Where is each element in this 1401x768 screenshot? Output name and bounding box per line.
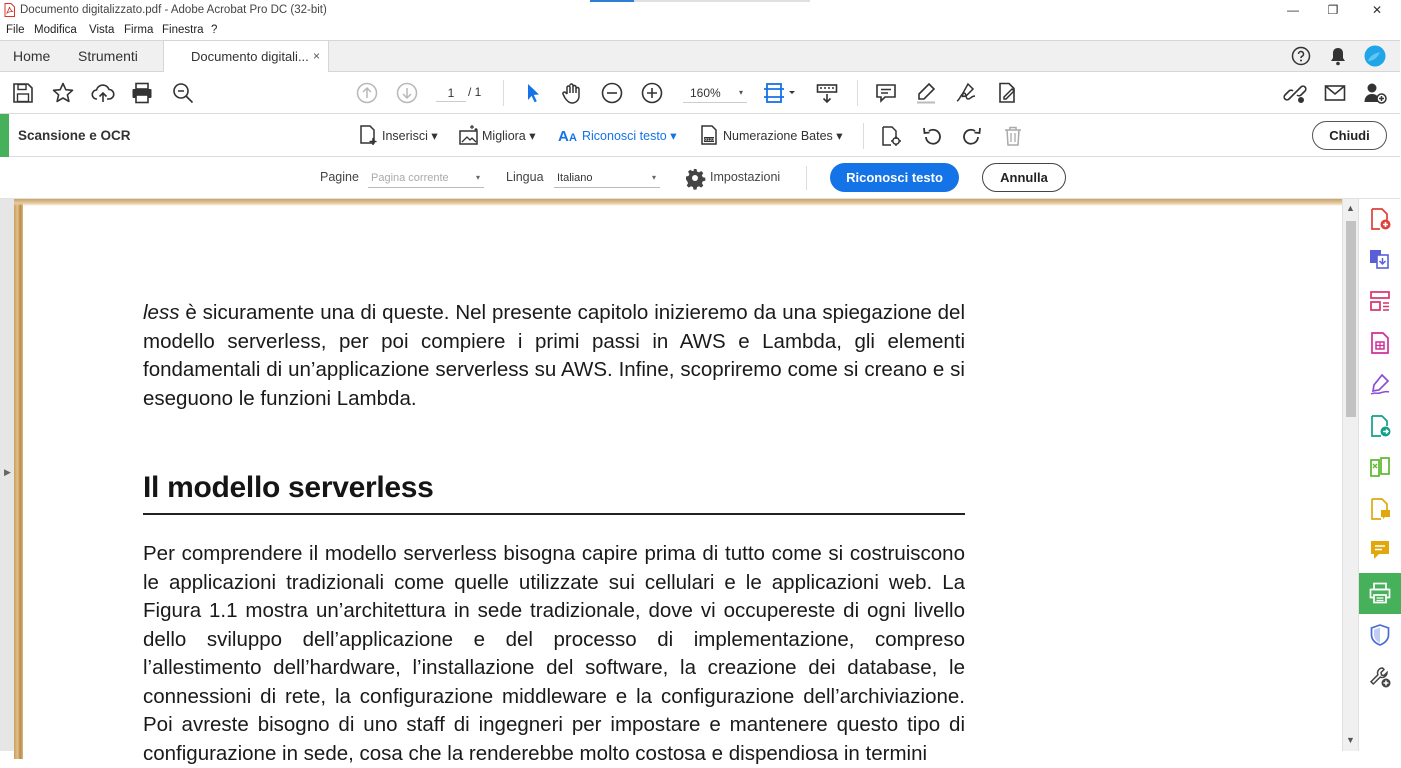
heading-rule bbox=[143, 513, 965, 515]
pages-select[interactable] bbox=[368, 168, 484, 188]
send-for-comments-icon[interactable] bbox=[1368, 497, 1392, 521]
close-tool-button[interactable]: Chiudi bbox=[1312, 121, 1387, 150]
title-bar bbox=[0, 0, 1400, 21]
select-cursor-icon[interactable] bbox=[521, 81, 545, 105]
comment-icon[interactable] bbox=[874, 81, 898, 105]
close-window-button[interactable]: ✕ bbox=[1371, 3, 1383, 17]
pages-label: Pagine bbox=[320, 170, 359, 184]
tab-tools[interactable]: Strumenti bbox=[78, 48, 138, 64]
ocr-options-bar bbox=[0, 157, 1400, 199]
zoom-out-icon[interactable] bbox=[600, 81, 624, 105]
zoom-in-icon[interactable] bbox=[640, 81, 664, 105]
bates-numbering-icon bbox=[699, 124, 721, 146]
right-tools-panel bbox=[1358, 199, 1400, 751]
enhance-image-icon bbox=[458, 124, 480, 146]
pdf-page bbox=[14, 199, 1342, 765]
bates-numbering-label: Numerazione Bates ▾ bbox=[723, 129, 843, 143]
tab-home[interactable]: Home bbox=[13, 48, 51, 64]
cancel-button[interactable]: Annulla bbox=[982, 163, 1066, 192]
recognize-text-icon bbox=[558, 124, 580, 146]
highlight-pen-icon[interactable] bbox=[914, 81, 938, 105]
email-icon[interactable] bbox=[1323, 81, 1347, 105]
delete-trash-icon[interactable] bbox=[1002, 125, 1024, 147]
enhance-label: Migliora ▾ bbox=[482, 129, 536, 143]
recognize-text-button[interactable]: Riconosci testo bbox=[830, 163, 959, 192]
language-select[interactable] bbox=[554, 168, 660, 188]
previous-page-icon[interactable] bbox=[355, 81, 379, 105]
scan-ocr-icon[interactable] bbox=[1368, 581, 1392, 605]
language-select-value: Italiano bbox=[557, 172, 593, 184]
paragraph-intro bbox=[143, 299, 965, 413]
scan-edge-left bbox=[14, 199, 23, 759]
sign-icon[interactable] bbox=[954, 81, 978, 105]
language-caret-icon: ▾ bbox=[651, 173, 656, 182]
more-tools-icon[interactable] bbox=[1368, 665, 1392, 689]
settings-label[interactable]: Impostazioni bbox=[710, 170, 781, 184]
add-user-icon[interactable] bbox=[1363, 81, 1387, 105]
share-link-icon[interactable] bbox=[1283, 81, 1307, 105]
settings-gear-icon[interactable] bbox=[685, 168, 705, 188]
hand-tool-icon[interactable] bbox=[560, 81, 584, 105]
edit-pdf-icon[interactable] bbox=[1368, 331, 1392, 355]
svg-text:A: A bbox=[558, 128, 569, 145]
cloud-upload-icon[interactable] bbox=[91, 81, 115, 105]
expand-arrow-icon[interactable]: ▶ bbox=[4, 467, 11, 477]
scroll-up-icon[interactable]: ▲ bbox=[1346, 203, 1355, 213]
scroll-down-icon[interactable]: ▼ bbox=[1346, 735, 1355, 745]
save-icon[interactable] bbox=[11, 81, 35, 105]
menu-bar bbox=[0, 21, 1400, 40]
tool-pane-bar bbox=[0, 114, 1400, 157]
paragraph-body: Per comprendere il modello serverless bisogna capire prima di tutto come si costruiscono le applicazioni tradizionali come quelle utilizzate sui cellulari e le applicazioni web. La Figura 1.1 mostra un’architettura in sede tradizionale, dove vi occupereste di ogni livello dello sviluppo dell’applicazione e del processo di implementazione, compreso l’allestimento dell’hardware, l’installazione del software, la creazione dei database, le connessioni di rete, la configurazione middleware e la configurazione dell’archiviazione. Poi avreste bisogno di uno staff di ingegneri per impostare e mantenere questo tipo di configurazione in sede, cosa che la renderebbe molto costosa e dispendiosa in termini bbox=[143, 542, 965, 765]
pages-select-value: Pagina corrente bbox=[371, 172, 449, 184]
tool-accent-bar bbox=[0, 114, 9, 157]
user-avatar[interactable] bbox=[1364, 45, 1386, 67]
zoom-caret-icon: ▾ bbox=[738, 88, 743, 97]
document-viewport[interactable] bbox=[0, 199, 1342, 765]
recognize-text-label: Riconosci testo ▾ bbox=[582, 129, 677, 143]
create-pdf-icon[interactable] bbox=[1368, 207, 1392, 231]
notification-bell-icon[interactable] bbox=[1329, 46, 1347, 66]
minimize-button[interactable]: — bbox=[1287, 3, 1299, 17]
search-zoom-icon[interactable] bbox=[171, 81, 195, 105]
print-icon[interactable] bbox=[130, 81, 154, 105]
loading-strip bbox=[590, 0, 810, 2]
tab-close-icon[interactable]: × bbox=[312, 49, 320, 63]
section-heading: Il modello serverless bbox=[143, 471, 434, 504]
language-label: Lingua bbox=[506, 170, 544, 184]
fill-sign-pen-icon[interactable] bbox=[1368, 372, 1392, 396]
tab-document-label: Documento digitali... bbox=[191, 49, 309, 64]
rotate-left-icon[interactable] bbox=[921, 125, 943, 147]
export-pdf-icon[interactable] bbox=[1368, 414, 1392, 438]
zoom-value: 160% bbox=[690, 86, 721, 100]
tab-bar bbox=[0, 40, 1400, 72]
comment-tool-icon[interactable] bbox=[1368, 538, 1392, 562]
pages-caret-icon: ▾ bbox=[475, 173, 480, 182]
fill-sign-icon[interactable] bbox=[995, 81, 1019, 105]
menu-firma[interactable]: Firma bbox=[124, 24, 154, 36]
pdf-file-icon bbox=[4, 3, 15, 17]
paragraph-intro-text: è sicuramente una di queste. Nel presente capitolo inizieremo da una spiegazione del modello serverless, per poi compiere i primi passi in AWS e Lambda, gli elementi fondamentali di un’applicazione serverless su AWS. Infine, scopriremo come si creano e si eseguono le funzioni Lambda. bbox=[143, 301, 965, 410]
insert-label: Inserisci ▾ bbox=[382, 129, 438, 143]
next-page-icon[interactable] bbox=[395, 81, 419, 105]
menu-finestra[interactable]: Finestra bbox=[162, 24, 204, 36]
combine-files-icon[interactable] bbox=[1368, 248, 1392, 272]
page-number-input[interactable]: 1 bbox=[436, 84, 466, 102]
menu-help[interactable]: ? bbox=[211, 24, 218, 36]
page-total: / 1 bbox=[468, 85, 482, 99]
menu-vista[interactable]: Vista bbox=[89, 24, 115, 36]
scan-edge-top bbox=[14, 199, 1342, 206]
scrollbar-thumb[interactable] bbox=[1346, 221, 1356, 417]
read-mode-icon[interactable] bbox=[815, 81, 839, 105]
main-toolbar bbox=[0, 72, 1400, 114]
left-panel-toggle[interactable] bbox=[0, 199, 14, 751]
menu-file[interactable]: File bbox=[6, 24, 25, 36]
italic-word: less bbox=[143, 301, 180, 324]
fit-page-icon[interactable] bbox=[763, 81, 799, 105]
tab-document[interactable] bbox=[163, 41, 329, 73]
zoom-level-select[interactable] bbox=[683, 83, 747, 103]
organize-pages-icon[interactable] bbox=[1368, 289, 1392, 313]
tool-title: Scansione e OCR bbox=[18, 128, 131, 143]
svg-text:0123: 0123 bbox=[704, 137, 715, 143]
protect-shield-icon[interactable] bbox=[1368, 623, 1392, 647]
help-icon[interactable] bbox=[1291, 46, 1311, 66]
insert-page-icon bbox=[358, 124, 380, 146]
window-title: Documento digitalizzato.pdf - Adobe Acrobat Pro DC (32-bit) bbox=[20, 4, 327, 16]
vertical-scrollbar[interactable] bbox=[1342, 199, 1358, 751]
svg-text:A: A bbox=[569, 132, 577, 144]
restore-button[interactable]: ❐ bbox=[1327, 3, 1339, 17]
compare-files-icon[interactable] bbox=[1368, 455, 1392, 479]
menu-modifica[interactable]: Modifica bbox=[34, 24, 77, 36]
star-bookmark-icon[interactable] bbox=[51, 81, 75, 105]
page-settings-icon[interactable] bbox=[880, 125, 902, 147]
rotate-right-icon[interactable] bbox=[961, 125, 983, 147]
